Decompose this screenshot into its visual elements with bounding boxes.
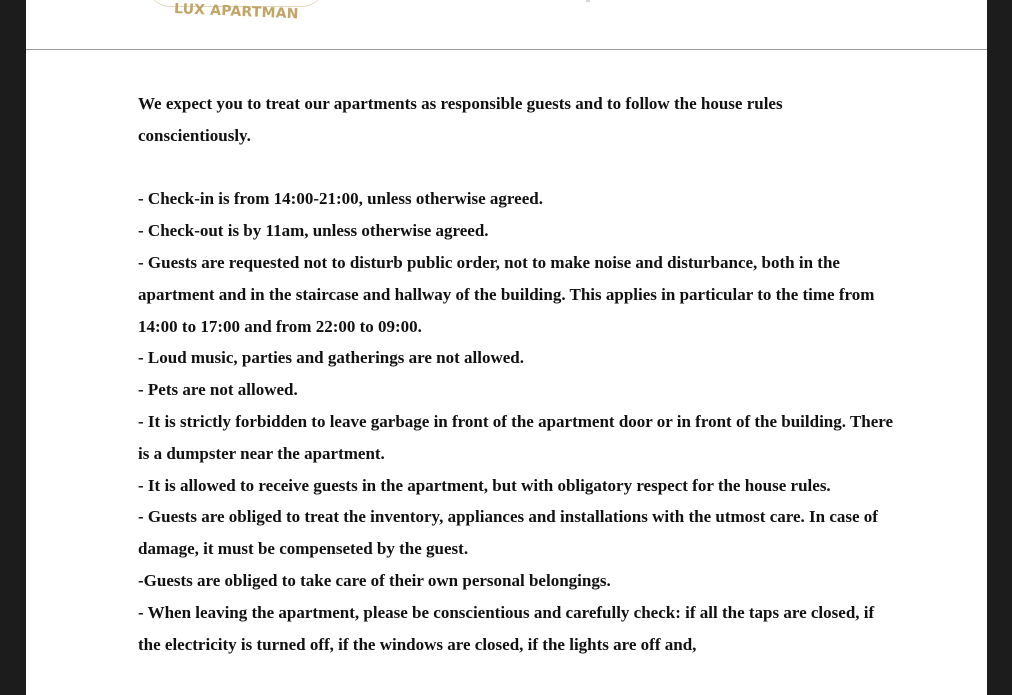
rule-pets: - Pets are not allowed.: [138, 380, 298, 400]
rule-belongings: -Guests are obliged to take care of their own personal belongings.: [138, 570, 611, 590]
document-header: [26, 0, 987, 50]
rule-visitors: - It is allowed to receive guests in the apartment, but with obligatory respect for the house rules.: [138, 475, 831, 495]
header-mark: [586, 0, 590, 2]
house-rules-text: [138, 88, 898, 660]
rule-parties: - Loud music, parties and gatherings are not allowed.: [138, 348, 524, 368]
logo-text: LUX APARTMAN: [173, 1, 299, 23]
document-page: [26, 0, 987, 695]
rule-checkin: - Check-in is from 14:00-21:00, unless otherwise agreed.: [138, 189, 543, 209]
rule-noise: - Guests are requested not to disturb public order, not to make noise and disturbance, both in the apartment and in the staircase and hallway of the building. This applies in particular to the time from 14:00 to 17:00 and from 22:00 to 09:00.: [138, 252, 875, 336]
intro-paragraph: We expect you to treat our apartments as responsible guests and to follow the house rules conscientiously.: [138, 94, 783, 145]
rule-leaving: - When leaving the apartment, please be conscientious and carefully check: if all the taps are closed, if the electricity is turned off, if the windows are closed, if the lights are off and,: [138, 602, 875, 654]
rule-garbage: - It is strictly forbidden to leave garbage in front of the apartment door or in front of the building. There is a dumpster near the apartment.: [138, 411, 894, 463]
rule-checkout: - Check-out is by 11am, unless otherwise agreed.: [138, 221, 489, 241]
rule-inventory: - Guests are obliged to treat the inventory, appliances and installations with the utmost care. In case of damage, it must be compenseted by the guest.: [138, 507, 878, 559]
